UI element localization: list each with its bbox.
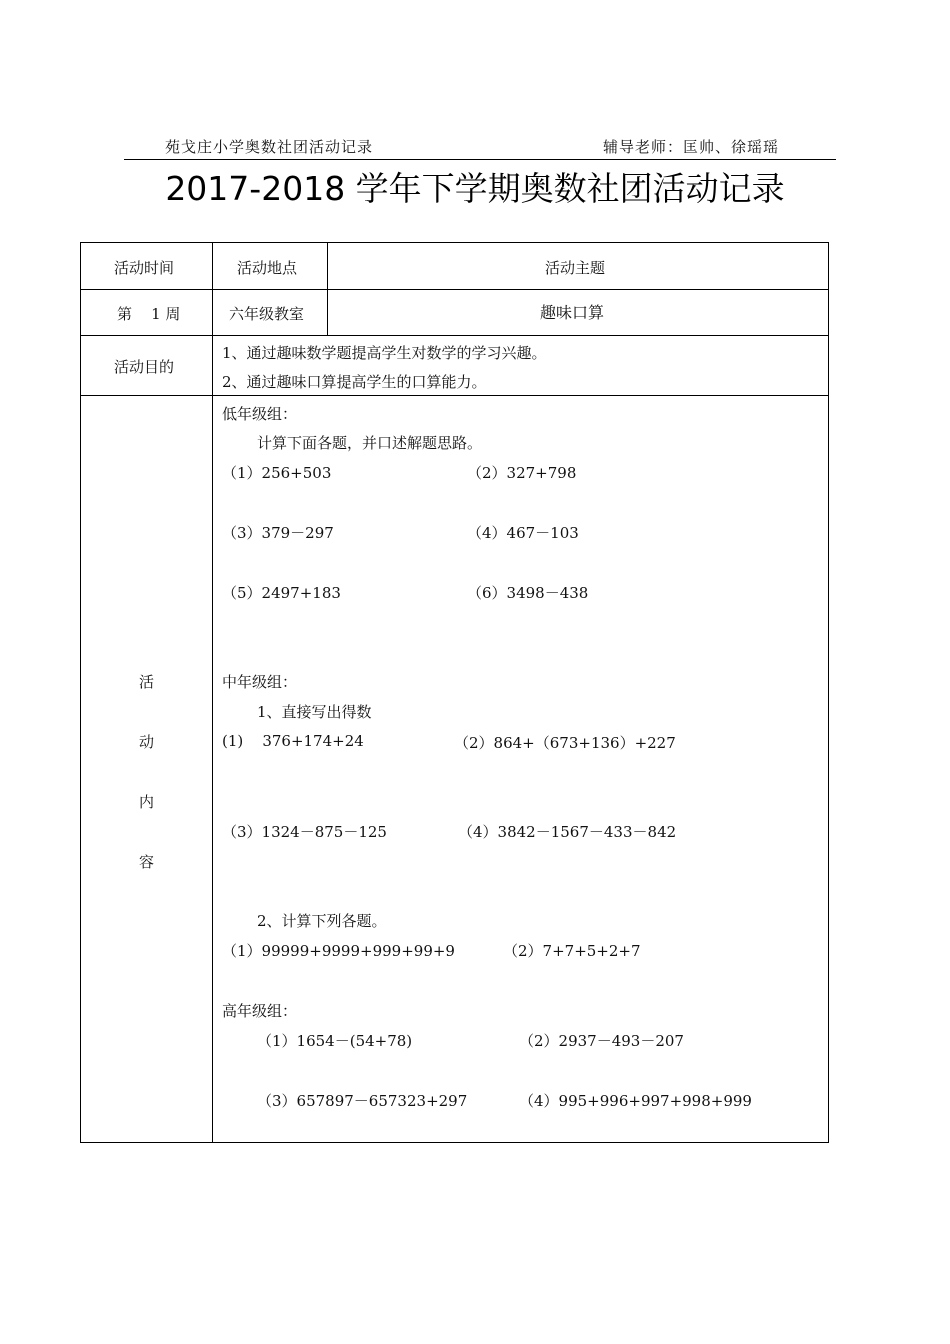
header-cell-place: 活动地点 [237, 259, 298, 277]
table-col-divider-1 [212, 242, 213, 1143]
purpose-line-1: 1、通过趣味数学题提高学生对数学的学习兴趣。 [222, 344, 547, 362]
low-item-2: （2）327+798 [467, 464, 577, 482]
table-border-top [80, 242, 829, 243]
high-grade-heading: 高年级组： [222, 1002, 298, 1020]
table-rule-3 [80, 395, 829, 396]
low-item-6: （6）3498－438 [467, 584, 589, 602]
table-col-divider-2 [327, 242, 328, 336]
content-label-char-1: 活 [139, 673, 155, 691]
purpose-label: 活动目的 [114, 358, 175, 376]
high-item-3: （3）657897－657323+297 [257, 1092, 468, 1110]
mid-item-6: （2）7+7+5+2+7 [503, 942, 641, 960]
mid-sub-heading-2: 2、计算下列各题。 [257, 912, 387, 930]
content-label-char-2: 动 [139, 733, 155, 751]
cell-week: 第 1 周 [117, 305, 181, 323]
low-item-5: （5）2497+183 [222, 584, 341, 602]
mid-item-3: （3）1324－875－125 [222, 823, 387, 841]
header-rule [124, 159, 836, 160]
high-item-2: （2）2937－493－207 [519, 1032, 684, 1050]
table-rule-2 [80, 335, 829, 336]
table-rule-1 [80, 289, 829, 290]
high-item-4: （4）995+996+997+998+999 [519, 1092, 752, 1110]
low-item-4: （4）467－103 [467, 524, 579, 542]
table-border-right [828, 242, 829, 1143]
low-item-1: （1）256+503 [222, 464, 332, 482]
mid-item-2: （2）864+（673+136）+227 [454, 734, 676, 752]
content-label-char-3: 内 [139, 793, 155, 811]
cell-place: 六年级教室 [229, 305, 305, 323]
cell-topic: 趣味口算 [540, 303, 605, 322]
mid-item-1: (1) 376+174+24 [222, 732, 364, 750]
header-cell-topic: 活动主题 [545, 259, 606, 277]
header-right-text: 辅导老师：匡帅、徐瑶瑶 [603, 138, 780, 156]
low-grade-instruction: 计算下面各题，并口述解题思路。 [257, 434, 483, 452]
mid-item-5: （1）99999+9999+999+99+9 [222, 942, 455, 960]
content-label-char-4: 容 [139, 853, 155, 871]
table-border-left [80, 242, 81, 1143]
low-item-3: （3）379－297 [222, 524, 334, 542]
purpose-line-2: 2、通过趣味口算提高学生的口算能力。 [222, 373, 487, 391]
header-left-text: 苑戈庄小学奥数社团活动记录 [165, 138, 374, 156]
high-item-1: （1）1654－(54+78) [257, 1032, 413, 1050]
table-border-bottom [80, 1142, 829, 1143]
document-title: 2017-2018 学年下学期奥数社团活动记录 [165, 169, 785, 208]
header-cell-time: 活动时间 [114, 259, 175, 277]
mid-sub-heading-1: 1、直接写出得数 [257, 703, 372, 721]
low-grade-heading: 低年级组： [222, 405, 298, 423]
mid-grade-heading: 中年级组： [222, 673, 298, 691]
mid-item-4: （4）3842－1567－433－842 [458, 823, 677, 841]
